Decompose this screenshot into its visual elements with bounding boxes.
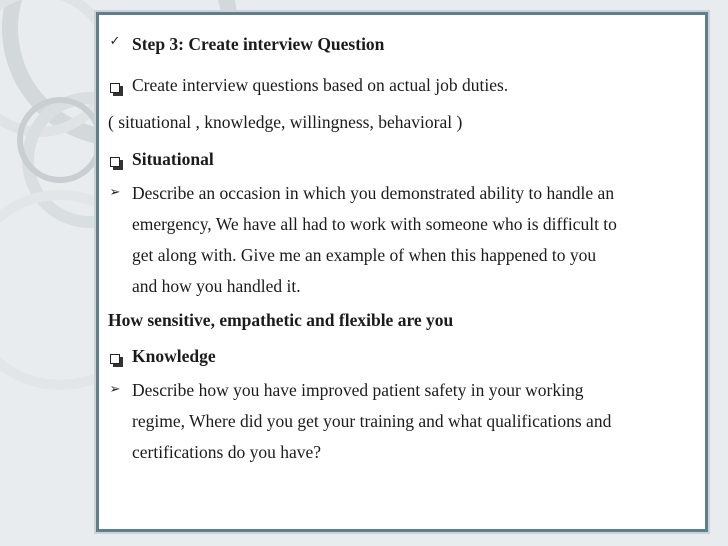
knowledge-line-3: certifications do you have? [132,442,322,463]
situational-heading-line [108,149,708,171]
types-text: ( situational , knowledge, willingness, behavioral ) [108,111,463,132]
knowledge-heading: Knowledge [132,346,216,367]
step-title: Step 3: Create interview Question [132,34,385,54]
step-title-line [108,34,708,56]
situational-line-3: get along with. Give me an example of when this happened to you [132,244,597,265]
situational-paragraph [108,178,708,302]
situational-heading: Situational [132,148,214,169]
types-line [108,112,708,134]
square-bullet-icon [108,75,122,97]
knowledge-paragraph [108,375,708,468]
square-bullet-icon [108,346,122,368]
situational-line-4: and how you handled it. [132,275,301,296]
slide-content [108,30,708,468]
situational-line-2: emergency, We have all had to work with someone who is difficult to [132,213,617,234]
checkmark-icon: ✓ [109,34,121,49]
knowledge-line-1: Describe how you have improved patient safety in your working [132,380,584,401]
situational-summary-line [108,310,708,332]
arrow-bullet-icon: ➢ [109,382,121,398]
arrow-bullet-icon: ➢ [109,184,121,200]
intro-text: Create interview questions based on actual job duties. [132,74,509,95]
knowledge-line-2: regime, Where did you get your training and what qualifications and [132,411,612,432]
situational-line-1: Describe an occasion in which you demonstrated ability to handle an [132,182,615,203]
intro-line [108,75,708,97]
square-bullet-icon [108,149,122,171]
knowledge-heading-line [108,346,708,368]
situational-summary: How sensitive, empathetic and flexible are you [108,309,454,330]
